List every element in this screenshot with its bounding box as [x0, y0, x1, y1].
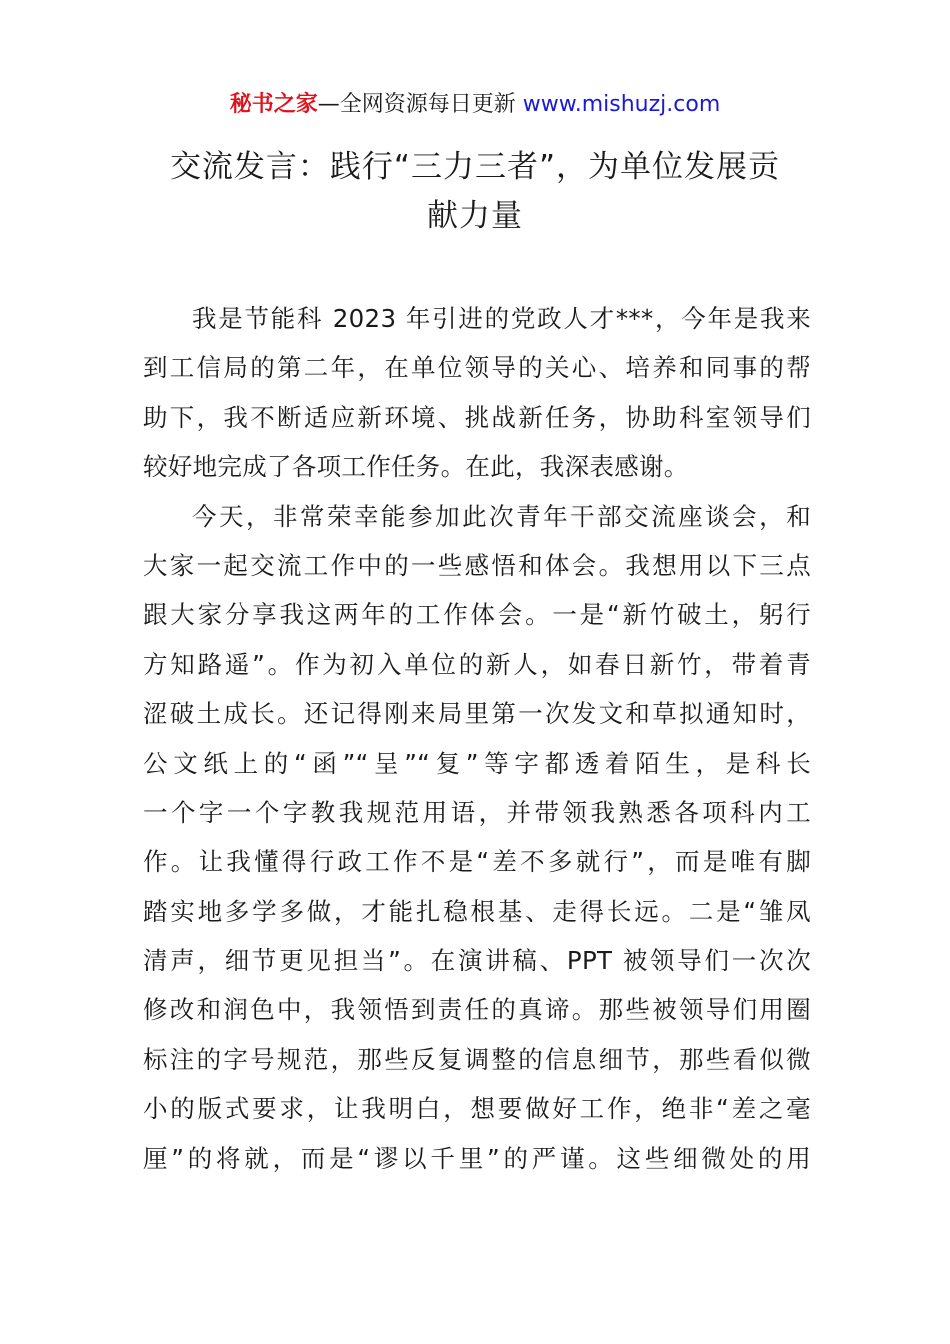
paragraph-line: 标注的字号规范，那些反复调整的信息细节，那些看似微: [143, 1044, 811, 1074]
paragraph-line: 到工信局的第二年，在单位领导的关心、培养和同事的帮: [143, 353, 811, 383]
document-body: [143, 294, 811, 1183]
paragraph-line: 助下，我不断适应新环境、挑战新任务，协助科室领导们: [143, 402, 811, 432]
site-url-link[interactable]: www.mishuzj.com: [522, 92, 721, 117]
header-tagline: —全网资源每日更新: [317, 92, 523, 117]
paragraph-2: [143, 492, 811, 1183]
paragraph-line: 修改和润色中，我领悟到责任的真谛。那些被领导们用圈: [143, 995, 811, 1025]
paragraph-line: 公文纸上的“函”“呈”“复”等字都透着陌生，是科长: [143, 748, 811, 778]
brand-name: 秘书之家: [229, 92, 318, 117]
paragraph-line: 踏实地多学多做，才能扎稳根基、走得长远。二是“雏凤: [143, 896, 811, 926]
paragraph-line: 涩破土成长。还记得刚来局里第一次发文和草拟通知时，: [143, 699, 811, 729]
paragraph-line: 方知路遥”。作为初入单位的新人，如春日新竹，带着青: [143, 649, 811, 679]
title-line-1: 交流发言：践行“三力三者”，为单位发展贡: [169, 149, 781, 185]
site-header: [0, 88, 950, 122]
document-title: [140, 143, 810, 241]
paragraph-line: 清声，细节更见担当”。在演讲稿、PPT 被领导们一次次: [143, 946, 811, 976]
paragraph-line: 大家一起交流工作中的一些感悟和体会。我想用以下三点: [143, 550, 811, 580]
paragraph-line: 今天，非常荣幸能参加此次青年干部交流座谈会，和: [192, 501, 811, 531]
paragraph-line: 我是节能科 2023 年引进的党政人才***，今年是我来: [192, 304, 811, 333]
paragraph-line: 小的版式要求，让我明白，想要做好工作，绝非“差之毫: [143, 1094, 811, 1124]
title-line-2: 献力量: [427, 198, 523, 234]
paragraph-1: [143, 294, 811, 492]
paragraph-line: 一个字一个字教我规范用语，并带领我熟悉各项科内工: [143, 797, 811, 827]
paragraph-line: 厘”的将就，而是“谬以千里”的严谨。这些细微处的用: [143, 1143, 811, 1173]
paragraph-line: 作。让我懂得行政工作不是“差不多就行”，而是唯有脚: [143, 847, 811, 877]
paragraph-line: 较好地完成了各项工作任务。在此，我深表感谢。: [143, 452, 689, 482]
paragraph-line: 跟大家分享我这两年的工作体会。一是“新竹破土，躬行: [143, 600, 811, 630]
